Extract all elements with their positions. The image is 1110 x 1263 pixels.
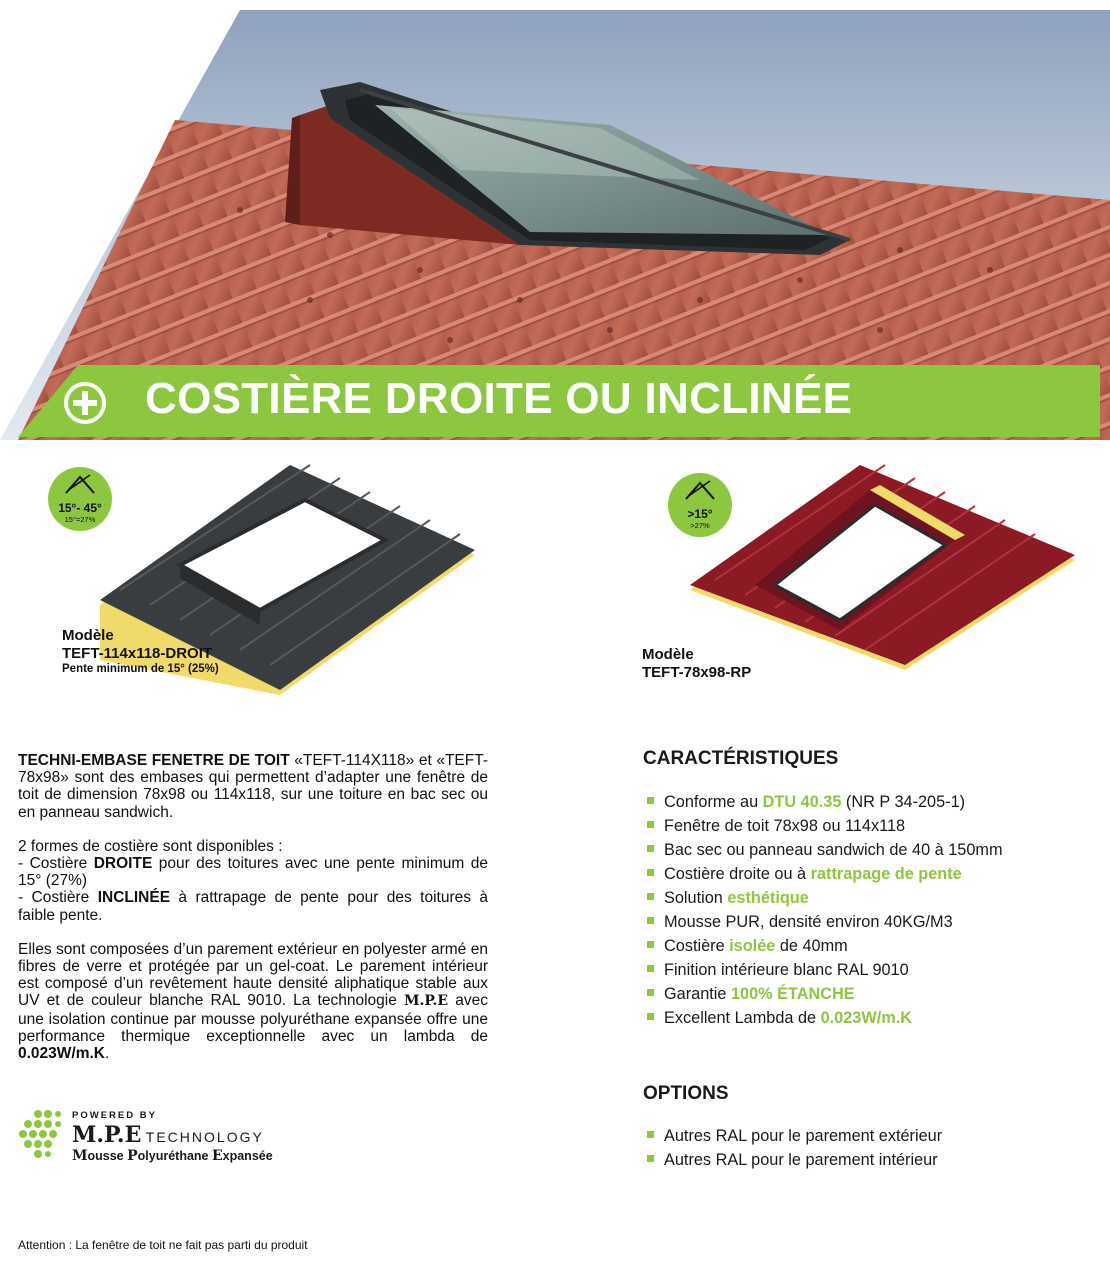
bullet-icon [647, 893, 654, 900]
list-item: Garantie 100% ÉTANCHE [647, 982, 1003, 1006]
bullet-icon [647, 821, 654, 828]
model-name: TEFT-114x118-DROIT [62, 645, 213, 662]
characteristics-heading: CARACTÉRISTIQUES [643, 748, 839, 769]
list-item: Fenêtre de toit 78x98 ou 114x118 [647, 814, 1003, 838]
slope-badge-droit [48, 467, 112, 531]
list-item: Bac sec ou panneau sandwich de 40 à 150mm [647, 838, 1003, 862]
product-description [18, 752, 488, 1062]
footnote: Attention : La fenêtre de toit ne fait pas parti du produit [18, 1238, 308, 1252]
list-item: Finition intérieure blanc RAL 9010 [647, 958, 1003, 982]
roof-slope-icon [684, 479, 716, 501]
bullet-icon [647, 917, 654, 924]
description-paragraph: TECHNI-EMBASE FENETRE DE TOIT «TEFT-114X118» et «TEFT-78x98» sont des embases qui permettent d’adapter une fenêtre de toit de dimension 78x98 ou 114x118, sur une toiture en bac sec ou en panneau sandwich. [18, 752, 488, 821]
description-paragraph: Elles sont composées d’un parement extérieur en polyester armé en fibres de verre et protégée par un gel-coat. Le parement intérieur est composé d’un revêtement haute densité aliphatique stable aux UV et de couleur blanche RAL 9010. La technologie M.P.E avec une isolation continue par mousse polyuréthane expansée offre une performance thermique exceptionnelle avec un lambda de 0.023W/m.K. [18, 940, 488, 1063]
bullet-icon [647, 989, 654, 996]
model-label: Modèle [642, 646, 694, 663]
bullet-icon [647, 1131, 654, 1138]
slope-badge-rp [668, 473, 732, 537]
bullet-icon [647, 1013, 654, 1020]
list-item: Solution esthétique [647, 886, 1003, 910]
bullet-icon [647, 869, 654, 876]
characteristics-list [647, 790, 1003, 1030]
list-item: Excellent Lambda de 0.023W/m.K [647, 1006, 1003, 1030]
model-note: Pente minimum de 15° (25%) [62, 663, 219, 675]
options-list [647, 1124, 942, 1172]
hexagon-dots-icon [18, 1108, 68, 1164]
list-item: Mousse PUR, densité environ 40KG/M3 [647, 910, 1003, 934]
model-label: Modèle [62, 627, 114, 644]
options-heading: OPTIONS [643, 1083, 729, 1104]
badge-slope-range: 15°- 45° [58, 501, 102, 515]
list-item: Conforme au DTU 40.35 (NR P 34-205-1) [647, 790, 1003, 814]
roof-slope-icon [64, 473, 96, 495]
bullet-icon [647, 1155, 654, 1162]
list-item: Autres RAL pour le parement intérieur [647, 1148, 942, 1172]
description-paragraph: 2 formes de costière sont disponibles : - Costière DROITE pour des toitures avec une pente minimum de 15° (27%) - Costière INCLINÉE à rattrapage de pente pour des toitures à faible pente. [18, 837, 488, 924]
bullet-icon [647, 797, 654, 804]
badge-slope-range: >15° [687, 507, 713, 521]
badge-slope-percent: 15°=27% [64, 515, 96, 524]
bullet-icon [647, 965, 654, 972]
bullet-icon [647, 845, 654, 852]
list-item: Costière droite ou à rattrapage de pente [647, 862, 1003, 886]
model-name: TEFT-78x98-RP [642, 664, 752, 681]
badge-slope-percent: >27% [690, 521, 710, 530]
product-illustration-rp [690, 460, 1090, 670]
page-title: COSTIÈRE DROITE OU INCLINÉE [145, 374, 853, 423]
list-item: Autres RAL pour le parement extérieur [647, 1124, 942, 1148]
bullet-icon [647, 941, 654, 948]
list-item: Costière isolée de 40mm [647, 934, 1003, 958]
mpe-technology-logo: POWERED BY M.P.E TECHNOLOGY Mousse Polyuréthane Expansée [18, 1108, 318, 1168]
